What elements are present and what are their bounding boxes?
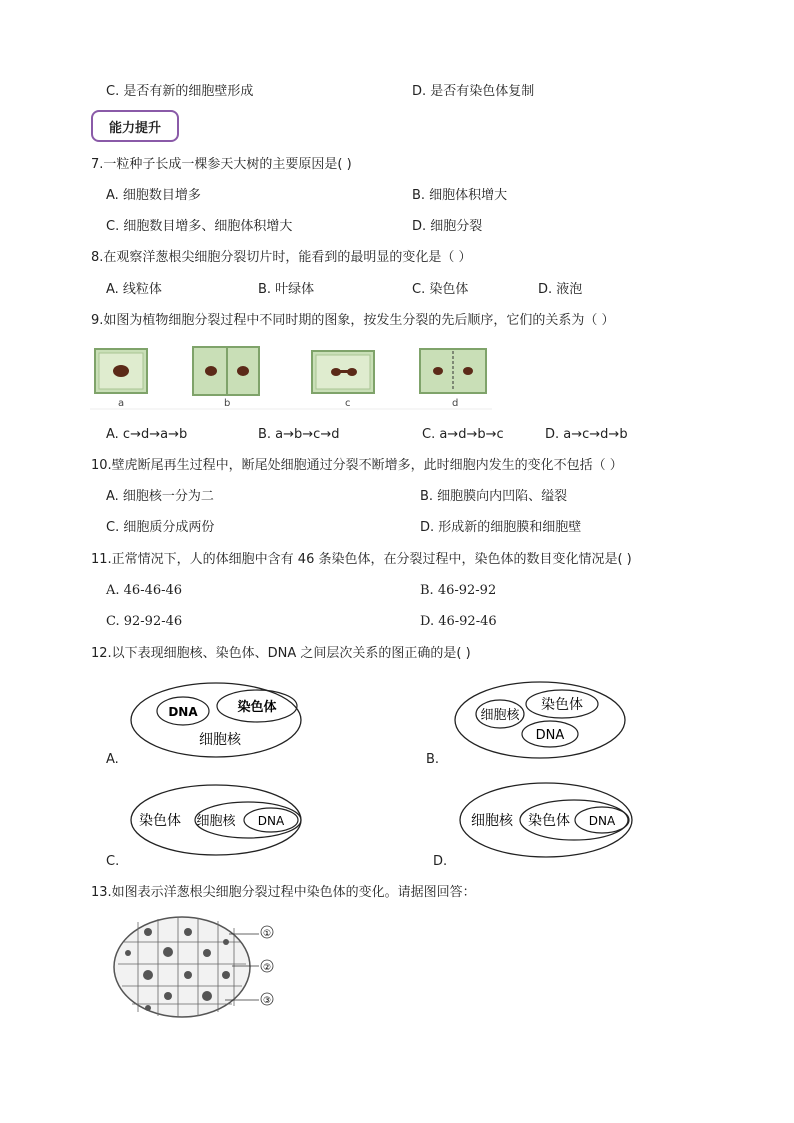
q13-stem: 13.如图表示洋葱根尖细胞分裂过程中染色体的变化。请据图回答：	[91, 885, 476, 900]
q9-option-b: B. a→b→c→d	[258, 427, 340, 442]
q12-diagram-d	[456, 780, 638, 862]
q10-stem: 10.壁虎断尾再生过程中，断尾处细胞通过分裂不断增多，此时细胞内发生的变化不包括（ ）	[91, 458, 623, 473]
q10-option-c: C. 细胞质分成两份	[106, 520, 215, 535]
q9-stem: 9.如图为植物细胞分裂过程中不同时期的图象，按发生分裂的先后顺序，它们的关系为（ ）	[91, 313, 615, 328]
diagram-c-nucleus: 细胞核	[196, 814, 236, 829]
q11-option-b: B. 46-92-92	[420, 583, 497, 598]
q7-option-d: D. 细胞分裂	[412, 219, 483, 234]
q8-option-d: D. 液泡	[538, 282, 583, 297]
diagram-b-nucleus: 细胞核	[480, 708, 520, 723]
diagram-c-dna: DNA	[257, 814, 285, 828]
cell-b	[193, 347, 259, 395]
q12-label-a: A.	[106, 752, 119, 767]
marker-3: ③	[262, 996, 272, 1006]
diagram-d-dna: DNA	[588, 814, 616, 828]
q10-option-d: D. 形成新的细胞膜和细胞壁	[420, 520, 582, 535]
diagram-b-chromosome: 染色体	[541, 697, 583, 713]
q12-label-b: B.	[426, 752, 440, 767]
q7-option-a: A. 细胞数目增多	[106, 188, 201, 203]
q8-option-c: C. 染色体	[412, 282, 469, 297]
q11-stem: 11.正常情况下，人的体细胞中含有 46 条染色体，在分裂过程中，染色体的数目变化情况是( )	[91, 552, 632, 567]
marker-2: ②	[262, 963, 272, 973]
q11-option-c: C. 92-92-46	[106, 614, 183, 629]
q8-stem: 8.在观察洋葱根尖细胞分裂切片时，能看到的最明显的变化是（ ）	[91, 250, 472, 265]
q9-cell-division-figure	[90, 343, 492, 413]
q11-option-a: A. 46-46-46	[106, 583, 183, 598]
q6-option-c: C. 是否有新的细胞壁形成	[106, 84, 254, 99]
marker-1: ①	[262, 929, 272, 939]
q12-label-c: C.	[106, 854, 120, 869]
cell-d	[420, 349, 486, 393]
q12-label-d: D.	[433, 854, 448, 869]
q9-option-d: D. a→c→d→b	[545, 427, 628, 442]
q9-option-a: A. c→d→a→b	[106, 427, 188, 442]
q12-diagram-b	[450, 678, 630, 764]
diagram-d-chromosome: 染色体	[528, 813, 570, 829]
section-badge: 能力提升	[91, 110, 179, 142]
diagram-a-dna: DNA	[168, 705, 198, 719]
diagram-a-nucleus: 细胞核	[199, 732, 241, 748]
q11-option-d: D. 46-92-46	[420, 614, 497, 629]
q10-option-b: B. 细胞膜向内凹陷、缢裂	[420, 489, 568, 504]
q8-option-b: B. 叶绿体	[258, 282, 315, 297]
q9-option-c: C. a→d→b→c	[422, 427, 504, 442]
q7-option-b: B. 细胞体积增大	[412, 188, 508, 203]
q12-diagram-a	[128, 680, 308, 762]
q7-option-c: C. 细胞数目增多、细胞体积增大	[106, 219, 293, 234]
diagram-a-chromosome: 染色体	[237, 700, 277, 715]
q9-fig-label-d: d	[452, 398, 459, 409]
diagram-c-chromosome: 染色体	[139, 813, 181, 829]
cell-c	[312, 351, 374, 393]
q6-option-d: D. 是否有染色体复制	[412, 84, 535, 99]
q12-diagram-c	[128, 782, 308, 862]
q13-root-tip-micrograph	[104, 912, 284, 1024]
cell-a	[95, 349, 147, 393]
q10-option-a: A. 细胞核一分为二	[106, 489, 214, 504]
q7-stem: 7.一粒种子长成一棵参天大树的主要原因是( )	[91, 157, 352, 172]
q9-fig-label-b: b	[224, 398, 231, 409]
diagram-d-nucleus: 细胞核	[471, 813, 513, 829]
diagram-b-dna: DNA	[535, 728, 565, 743]
q12-stem: 12.以下表现细胞核、染色体、DNA 之间层次关系的图正确的是( )	[91, 646, 471, 661]
q9-fig-label-a: a	[118, 398, 125, 409]
q9-fig-label-c: c	[345, 398, 351, 409]
q8-option-a: A. 线粒体	[106, 282, 162, 297]
